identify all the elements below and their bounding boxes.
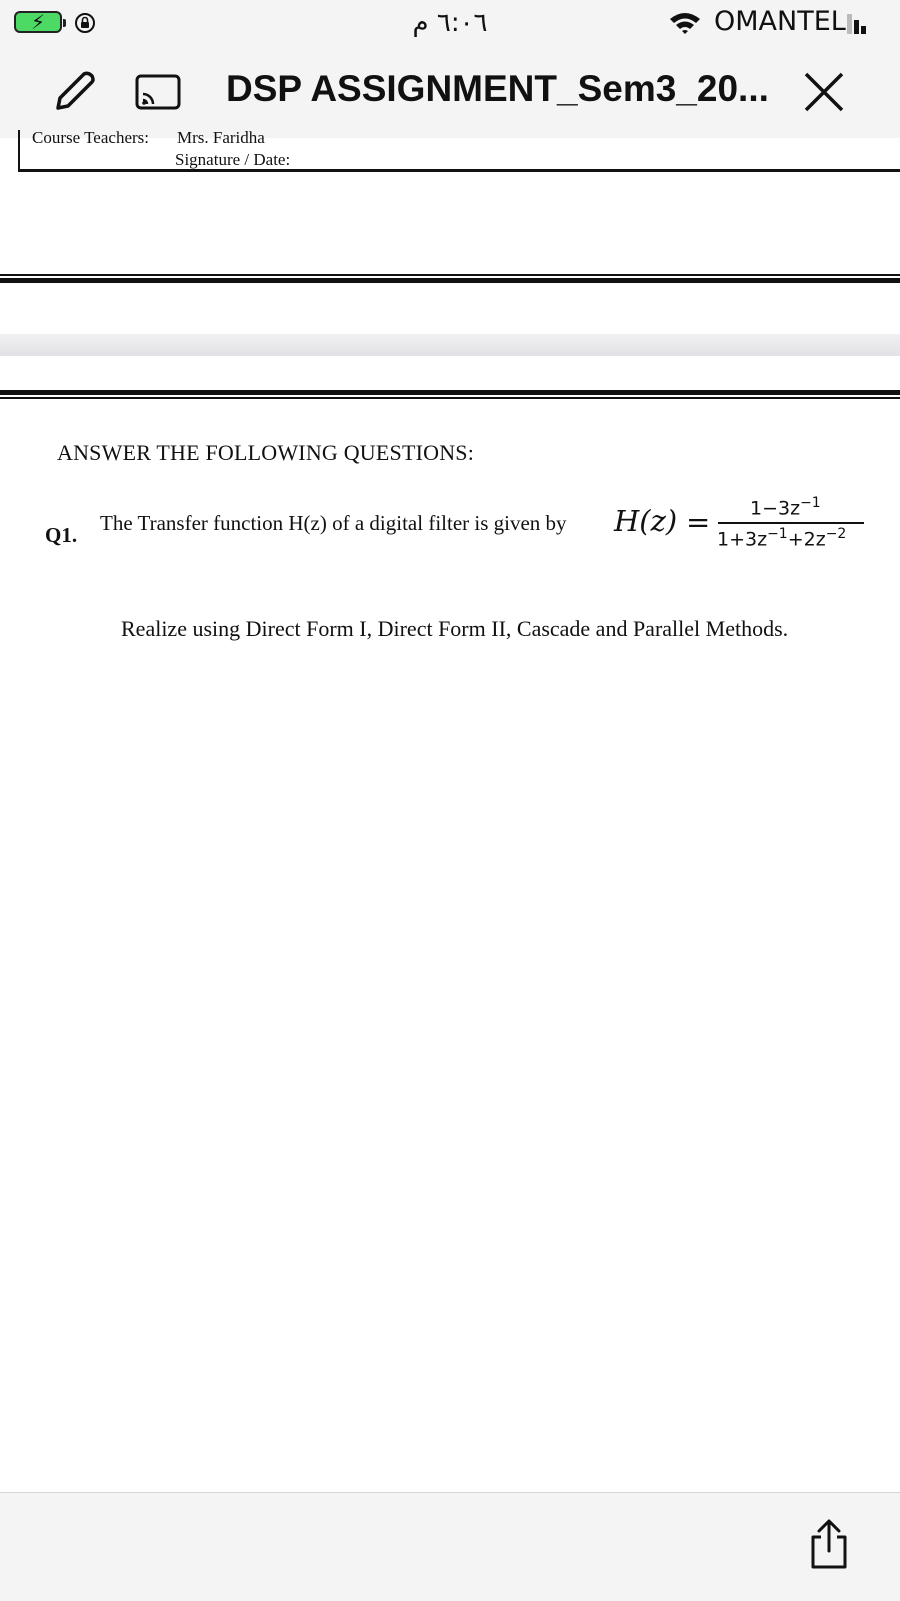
course-teachers-label: Course Teachers: bbox=[32, 128, 149, 147]
divider-line bbox=[0, 278, 900, 283]
course-info-box bbox=[18, 130, 900, 172]
formula-denominator: $1+3z^{-1}+2z^{-2}$ bbox=[717, 526, 847, 551]
formula-equals: = bbox=[686, 505, 711, 539]
document-title: DSP ASSIGNMENT_Sem3_20... bbox=[226, 68, 769, 109]
page-break bbox=[0, 334, 900, 356]
formula-lhs: H(z) bbox=[614, 504, 678, 538]
signal-bars-icon bbox=[847, 12, 887, 34]
pencil-icon[interactable] bbox=[48, 66, 100, 118]
question-instruction: Realize using Direct Form I, Direct Form II, Cascade and Parallel Methods. bbox=[121, 616, 789, 641]
status-bar bbox=[0, 0, 900, 46]
divider-line bbox=[0, 274, 900, 276]
question-number: Q1. bbox=[45, 523, 78, 547]
question-text: The Transfer function H(z) of a digital filter is given by bbox=[100, 511, 567, 535]
fraction-bar bbox=[718, 522, 864, 524]
formula-numerator: $1-3z^{-1}$ bbox=[750, 495, 821, 520]
carrier-name: OMANTEL bbox=[714, 6, 846, 37]
close-icon[interactable] bbox=[798, 66, 850, 118]
course-teachers-name: Mrs. Faridha bbox=[177, 128, 265, 147]
bottom-toolbar bbox=[0, 1492, 900, 1601]
section-heading: ANSWER THE FOLLOWING QUESTIONS: bbox=[57, 440, 475, 465]
divider-line bbox=[0, 390, 900, 395]
wifi-icon bbox=[668, 11, 702, 35]
battery-charging-icon: ⚡ bbox=[14, 11, 62, 33]
divider-line bbox=[0, 397, 900, 399]
document-page bbox=[0, 128, 900, 1492]
signature-label: Signature / Date: bbox=[175, 150, 291, 169]
status-time: ٦:٠٦ م bbox=[412, 8, 488, 38]
document-nav-bar bbox=[0, 46, 900, 139]
cast-icon[interactable] bbox=[132, 66, 184, 118]
share-icon[interactable] bbox=[806, 1517, 852, 1571]
